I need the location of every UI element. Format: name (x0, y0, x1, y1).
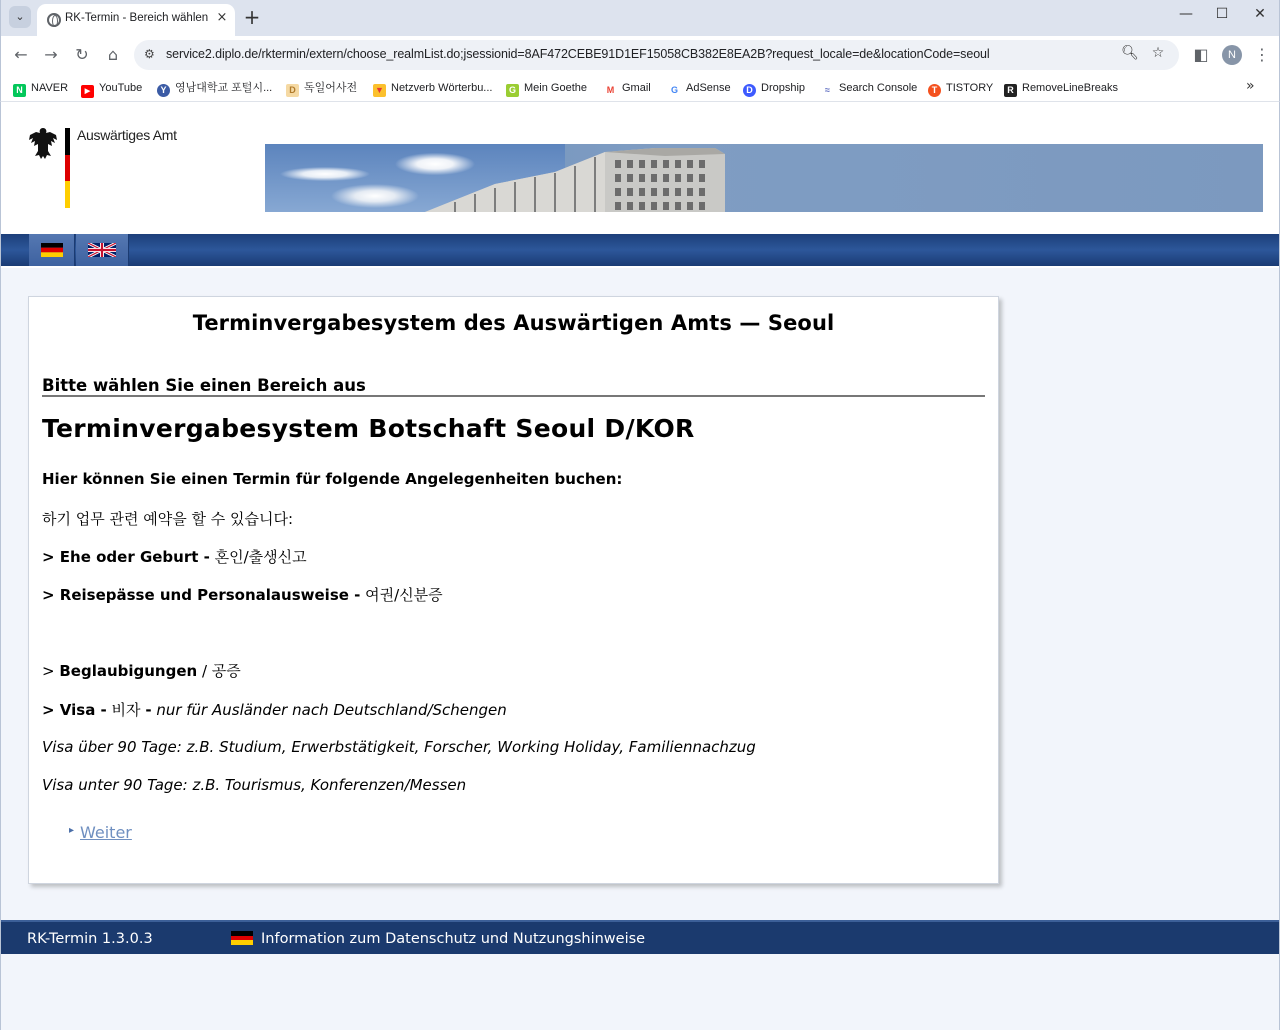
dropship-icon: D (743, 84, 756, 97)
window-close-icon[interactable]: ✕ (1254, 6, 1266, 22)
language-nav (1, 234, 1279, 268)
visa-short-stay-note: Visa unter 90 Tage: z.B. Tourismus, Konferenzen/Messen (42, 776, 467, 794)
de-flag-icon (231, 931, 253, 945)
bookmark-star-icon[interactable]: ☆ (1151, 45, 1165, 61)
active-tab[interactable] (37, 4, 235, 36)
service-item-legalizations: > Beglaubigungen / 공증 (42, 662, 241, 680)
bookmark-dictionary[interactable]: D 독일어사전 (286, 80, 357, 96)
chevron-right-icon: ▸ (69, 825, 75, 836)
site-header (1, 102, 1279, 234)
youtube-icon: ▶ (81, 85, 94, 98)
bookmark-youtube[interactable]: ▶ YouTube (81, 80, 142, 96)
bookmark-tistory[interactable]: T TISTORY (928, 80, 993, 96)
header-banner-image (265, 144, 1263, 212)
zoom-icon[interactable]: 🔍︎ (1121, 45, 1139, 61)
gmail-icon: M (604, 84, 617, 97)
bookmark-university[interactable]: Y 영남대학교 포털시... (157, 80, 272, 96)
maximize-icon[interactable]: ☐ (1215, 6, 1229, 22)
address-bar[interactable] (134, 40, 1179, 70)
service-item-passports: > Reisepässe und Personalausweise - 여권/신분증 (42, 586, 443, 604)
privacy-link[interactable]: Information zum Datenschutz und Nutzungshinweise (261, 931, 646, 947)
federal-eagle-icon (27, 126, 59, 160)
language-english-button[interactable] (76, 234, 129, 266)
tab-search-icon[interactable]: ⌄ (9, 6, 31, 28)
language-german-button[interactable] (29, 234, 75, 266)
university-icon: Y (157, 84, 170, 97)
tistory-icon: T (928, 84, 941, 97)
tab-strip (0, 0, 1280, 36)
content-box (28, 296, 999, 884)
intro-text: Hier können Sie einen Termin für folgende Angelegenheiten buchen: (42, 470, 623, 488)
page (0, 102, 1280, 1030)
back-icon[interactable]: ← (14, 45, 28, 64)
naver-icon: N (13, 84, 26, 97)
bookmark-goethe[interactable]: G Mein Goethe (506, 80, 587, 96)
netzverb-icon: ▼ (373, 84, 386, 97)
visa-long-stay-note: Visa über 90 Tage: z.B. Studium, Erwerbstätigkeit, Forscher, Working Holiday, Familiennachzug (42, 738, 756, 756)
goethe-icon: G (506, 84, 519, 97)
site-info-icon[interactable]: ⚙ (144, 47, 155, 61)
uk-flag-icon (88, 243, 116, 257)
building-photo (425, 144, 785, 212)
realm-heading: Terminvergabesystem Botschaft Seoul D/KOR (42, 414, 695, 443)
bookmark-adsense[interactable]: G AdSense (668, 80, 731, 96)
service-item-visa: > Visa - 비자 - nur für Ausländer nach Deutschland/Schengen (42, 701, 507, 719)
minimize-icon[interactable]: — (1179, 6, 1193, 22)
removelinebreaks-icon: R (1004, 84, 1017, 97)
bookmark-dropship[interactable]: D Dropship (743, 80, 805, 96)
de-flag-icon (41, 243, 63, 257)
globe-icon (47, 13, 61, 27)
org-name: Auswärtiges Amt (77, 127, 177, 143)
adsense-icon: G (668, 84, 681, 97)
search-console-icon: ≈ (821, 84, 834, 97)
service-item-marriage-birth: > Ehe oder Geburt - 혼인/출생신고 (42, 548, 307, 566)
bookmark-removelinebreaks[interactable]: R RemoveLineBreaks (1004, 80, 1118, 96)
browser-toolbar (0, 36, 1280, 74)
german-flag-bar (65, 128, 70, 208)
page-title: Terminvergabesystem des Auswärtigen Amts — Seoul (192, 311, 835, 335)
menu-icon[interactable]: ⋮ (1254, 45, 1270, 64)
new-tab-button[interactable]: + (243, 5, 261, 29)
more-bookmarks-icon[interactable]: » (1246, 78, 1255, 94)
home-icon[interactable]: ⌂ (107, 45, 119, 64)
bookmark-search-console[interactable]: ≈ Search Console (821, 80, 917, 96)
site-footer (1, 920, 1279, 954)
dictionary-icon: D (286, 84, 299, 97)
url-text[interactable]: service2.diplo.de/rktermin/extern/choose_realmList.do;jsessionid=8AF472CEBE91D1EF15058CB382E8EA2B?request_locale=de&locationCode=seoul (166, 47, 990, 61)
divider (42, 395, 985, 397)
reload-icon[interactable]: ↻ (75, 45, 89, 64)
continue-link[interactable]: Weiter (80, 823, 132, 842)
tab-title: RK-Termin - Bereich wählen (65, 12, 209, 24)
bookmark-netzverb[interactable]: ▼ Netzverb Wörterbu... (373, 80, 492, 96)
forward-icon[interactable]: → (44, 45, 58, 64)
version-text: RK-Termin 1.3.0.3 (27, 931, 153, 947)
profile-avatar[interactable]: N (1222, 45, 1242, 65)
section-subtitle: Bitte wählen Sie einen Bereich aus (42, 376, 366, 395)
tab-close-icon[interactable]: × (216, 10, 228, 25)
side-panel-icon[interactable]: ◧ (1193, 45, 1209, 64)
bookmark-naver[interactable]: N NAVER (13, 80, 68, 96)
intro-text-korean: 하기 업무 관련 예약을 할 수 있습니다: (42, 510, 294, 528)
bookmarks-bar (0, 74, 1280, 102)
bookmark-gmail[interactable]: M Gmail (604, 80, 651, 96)
